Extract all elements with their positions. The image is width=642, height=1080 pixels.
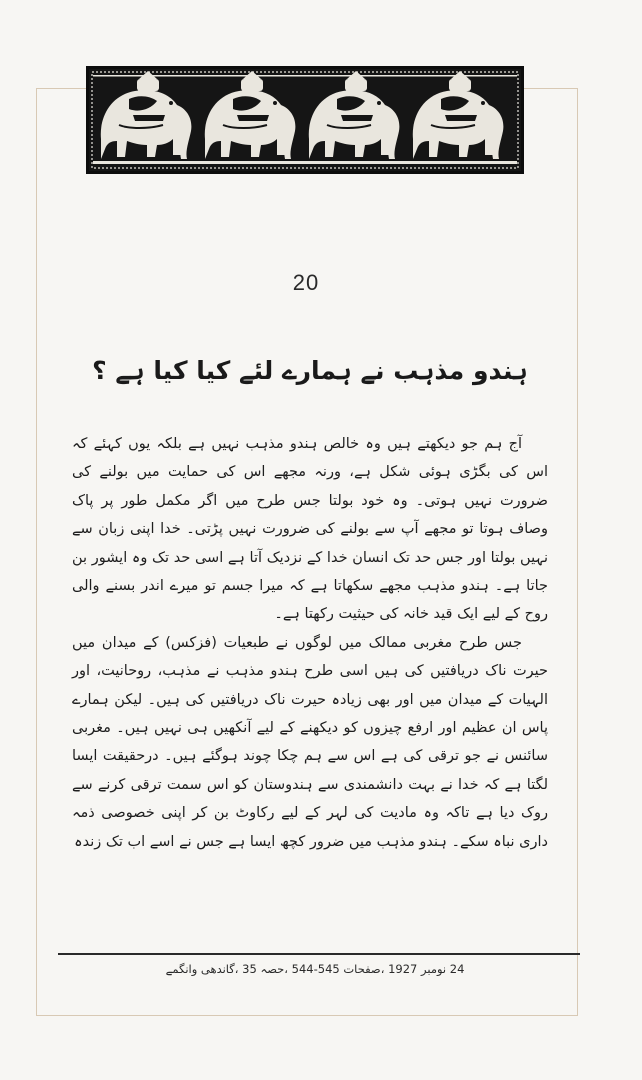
footer-citation: 24 نومبر 1927 ،صفحات 545-544 ،حصہ 35 ،گاندھی وانگمے [165, 962, 465, 976]
body-text [72, 430, 548, 856]
elephant-frieze-icon [89, 69, 521, 171]
elephant-frieze-banner [86, 66, 524, 174]
paragraph: آج ہم جو دیکھتے ہیں وہ خالص ہندو مذہب نہیں ہے بلکہ یوں کہئے کہ اس کی بگڑی ہوئی شکل ہے، ورنہ مجھے اس کی حمایت میں بولنے کی ضرورت نہیں ہوتی۔ وہ خود بولتا جس طرح میں اگر مکمل طور پر پاک وصاف ہوتا تو مجھے آپ سے بولنے کی ضرورت نہیں پڑتی۔ خدا اپنی زبان سے نہیں بولتا اور جس حد تک انسان خدا کے نزدیک آتا ہے اسی حد تک وہ ایشور بن جاتا ہے۔ ہندو مذہب مجھے سکھاتا ہے کہ میرا جسم تو میرے اندر بسنے والی روح کے لیے ایک قید خانہ کی حیثیت رکھتا ہے۔ [72, 436, 548, 623]
footer-divider [58, 953, 580, 955]
chapter-title: ہندو مذہب نے ہمارے لئے کیا کیا ہے ؟ [92, 356, 528, 385]
paragraph: جس طرح مغربی ممالک میں لوگوں نے طبعیات (فزکس) کے میدان میں حیرت ناک دریافتیں کی ہیں اسی طرح ہندو مذہب نے مذہب، روحانیت، اور الہیات کے میدان میں اور بھی زیادہ حیرت ناک دریافتیں کی ہیں۔ لیکن ہمارے پاس ان عظیم اور ارفع چیزوں کو دیکھنے کے لیے آنکھیں ہی نہیں ہیں۔ مغربی سائنس نے جو ترقی کی ہے اس سے ہم چکا چوند ہوگئے ہیں۔ درحقیقت ایسا لگتا ہے کہ خدا نے بہت دانشمندی سے ہندوستان کو اس سمت ترقی کرنے سے روک دیا ہے تاکہ وہ مادیت کی لہر کے لیے رکاوٹ بن کر اپنی خصوصی ذمہ داری نباہ سکے۔ ہندو مذہب میں ضرور کچھ ایسا ہے جس نے اسے اب تک زندہ [72, 634, 548, 850]
chapter-number: 20 [292, 270, 320, 295]
